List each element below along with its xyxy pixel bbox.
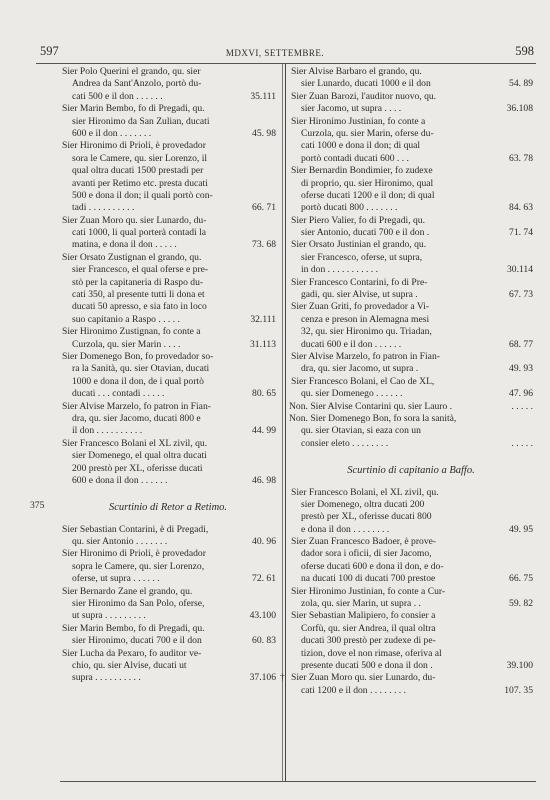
vote-count: 67. 73 bbox=[509, 289, 533, 301]
entry-line bbox=[60, 413, 276, 425]
entry-line bbox=[289, 487, 533, 499]
vote-count: 73. 68 bbox=[252, 239, 276, 251]
entry-text: avanti per Retimo etc. presta ducati bbox=[72, 177, 208, 189]
vote-count: 43.100 bbox=[249, 610, 276, 622]
entry-text: Sier Piero Valier, fo di Pregadi, qu. bbox=[291, 214, 425, 226]
entry-text: e dona il don . . . . . . . . bbox=[301, 523, 390, 535]
entry-line bbox=[289, 78, 533, 90]
vote-count: 39.100 bbox=[506, 659, 533, 671]
entry-line bbox=[60, 660, 276, 672]
entry-text: Sier Lucha da Pexaro, fo auditor ve- bbox=[62, 647, 202, 659]
entry-text: Sier Hironimo di Prioli, è provedador bbox=[62, 548, 206, 560]
entry-text: ducati 600 e il don . . . . . . bbox=[301, 338, 402, 350]
entry-text: cati 1000 e dona il don; di qual bbox=[301, 140, 421, 152]
entry-text: ducati . . . contadi . . . . . bbox=[72, 388, 165, 400]
entry-text: Sier Francesco Bolani, el Cao de XL, bbox=[291, 375, 435, 387]
entry-line bbox=[289, 66, 533, 78]
entry-line bbox=[60, 635, 276, 647]
entry-line bbox=[60, 128, 276, 140]
entry-text: tizion, dove el non rimase, oferiva al bbox=[301, 647, 442, 659]
entry-text: 1000 e dona il don, de i qual portò bbox=[72, 375, 204, 387]
entry-text: tadi . . . . . . . . . . bbox=[72, 202, 135, 214]
entry-line bbox=[289, 425, 533, 437]
vote-count: 63. 78 bbox=[509, 152, 533, 164]
entry-line bbox=[289, 190, 533, 202]
entry-line bbox=[289, 252, 533, 264]
entry-text: Sier Zuan Moro qu. sier Lunardo, du- bbox=[62, 214, 207, 226]
entry-text: Non. Sier Domenego Bon, fo sora la sanità, bbox=[289, 412, 457, 424]
entry-text: Sier Orsato Zustignan el grando, qu. bbox=[62, 251, 202, 263]
entry-line bbox=[60, 140, 276, 152]
entry-text: Sier Hironimo Justinian, fo conte a Cur- bbox=[291, 585, 446, 597]
entry-line bbox=[289, 623, 533, 635]
entry-line bbox=[60, 425, 276, 437]
vote-count: . . . . . bbox=[511, 400, 533, 412]
entry-line bbox=[60, 116, 276, 128]
entry-text: dador sora i oficii, di sier Jacomo, bbox=[301, 548, 432, 560]
entry-line bbox=[289, 536, 533, 548]
entry-text: sier Hironimo da San Polo, oferse, bbox=[72, 598, 205, 610]
vote-count: 66. 75 bbox=[509, 573, 533, 585]
entry-line bbox=[60, 190, 276, 202]
entry-line bbox=[60, 536, 276, 548]
entry-line bbox=[289, 314, 533, 326]
vote-count: 35.111 bbox=[250, 90, 276, 102]
left-entries-2 bbox=[60, 524, 276, 685]
entry-text: Sier Sebastian Contarini, è di Pregadi, bbox=[62, 523, 209, 535]
vote-count: 84. 63 bbox=[509, 202, 533, 214]
entry-line bbox=[60, 66, 276, 78]
entry-text: oferse ducati 1200 e il don; di qual bbox=[301, 189, 435, 201]
entry-text: Non. Sier Alvise Contarini qu. sier Lauro . bbox=[289, 400, 453, 412]
entry-text: Curzola, qu. sier Marin . . . . bbox=[72, 338, 181, 350]
footer-rule bbox=[60, 781, 536, 782]
entry-text: matina, e dona il don . . . . . bbox=[72, 239, 177, 251]
entry-text: sora le Camere, qu. sier Lorenzo, il bbox=[72, 152, 208, 164]
entry-line bbox=[289, 277, 533, 289]
entry-text: sier Jacomo, ut supra . . . . bbox=[301, 103, 402, 115]
entry-text: portò ducati 800 . . . . . . . bbox=[301, 202, 398, 214]
entry-line bbox=[60, 463, 276, 475]
entry-text: dra, qu. sier Jacomo, ut supra . bbox=[301, 363, 419, 375]
entry-text: Sier Bernardo Zane el grando, qu. bbox=[62, 585, 193, 597]
entry-text: Sier Sebastian Malipiero, fo consier a bbox=[291, 610, 436, 622]
entry-line bbox=[289, 239, 533, 251]
page-number-right: 598 bbox=[515, 44, 534, 58]
entry-line bbox=[289, 660, 533, 672]
entry-text: oferse ducati 600 e dona il don, e do- bbox=[301, 560, 444, 572]
entry-text: cati 1200 e il don . . . . . . . . bbox=[301, 684, 406, 696]
vote-count: 37.106 bbox=[249, 672, 276, 684]
entry-text: cati 1000, li qual porterà contadi la bbox=[72, 227, 206, 239]
entry-text: Sier Bernardin Bondimier, fo zudexe bbox=[291, 165, 433, 177]
vote-count: 40. 96 bbox=[252, 536, 276, 548]
entry-line bbox=[60, 202, 276, 214]
vote-count: 36.108 bbox=[506, 103, 533, 115]
vote-count: 59. 82 bbox=[509, 598, 533, 610]
entry-text: Andrea da Sant'Anzolo, portò du- bbox=[72, 78, 202, 90]
entry-text: sier Lunardo, ducati 1000 e il don bbox=[301, 78, 431, 90]
entry-line bbox=[289, 388, 533, 400]
entry-text: stò per la capitaneria di Raspo du- bbox=[72, 276, 204, 288]
entry-line bbox=[289, 116, 533, 128]
entry-text: Sier Marin Bembo, fo di Pregadi, qu. bbox=[62, 103, 205, 115]
entry-text: chio, qu. sier Alvise, ducati ut bbox=[72, 659, 187, 671]
entry-text: portò contadi ducati 600 . . . bbox=[301, 152, 409, 164]
vote-count: 80. 65 bbox=[252, 388, 276, 400]
entry-line bbox=[60, 91, 276, 103]
entry-line bbox=[289, 178, 533, 190]
entry-text: sopra le Camere, qu. sier Lorenzo, bbox=[72, 560, 205, 572]
entry-line bbox=[289, 524, 533, 536]
entry-line bbox=[289, 91, 533, 103]
entry-text: zola, qu. sier Marin, ut supra . . bbox=[301, 598, 421, 610]
entry-line bbox=[60, 215, 276, 227]
entry-text: gadi, qu. sier Alvise, ut supra . bbox=[301, 289, 418, 301]
entry-text: Sier Polo Querini el grando, qu. sier bbox=[62, 66, 201, 77]
vote-count: 60. 83 bbox=[252, 635, 276, 647]
entry-line bbox=[60, 672, 276, 684]
vote-count: 49. 95 bbox=[509, 523, 533, 535]
entry-line bbox=[60, 239, 276, 251]
vote-count: 47. 96 bbox=[509, 388, 533, 400]
left-entries bbox=[60, 66, 276, 487]
entry-line bbox=[60, 227, 276, 239]
entry-text: consier eleto . . . . . . . . bbox=[301, 437, 389, 449]
entry-line bbox=[60, 351, 276, 363]
entry-line bbox=[289, 413, 533, 425]
entry-text: Sier Orsato Justinian el grando, qu. bbox=[291, 239, 427, 251]
entry-line bbox=[60, 561, 276, 573]
vote-count: 45. 98 bbox=[252, 127, 276, 139]
entry-text: suo capitanio a Raspo . . . . . bbox=[72, 313, 180, 325]
entry-line bbox=[60, 289, 276, 301]
right-column bbox=[280, 66, 533, 697]
entry-line bbox=[289, 635, 533, 647]
entry-line bbox=[60, 524, 276, 536]
entry-line bbox=[289, 153, 533, 165]
entry-text: Curzola, qu. sier Marin, oferse du- bbox=[301, 127, 434, 139]
entry-text: na ducati 100 di ducati 700 prestoe bbox=[301, 573, 436, 585]
entry-line bbox=[60, 301, 276, 313]
running-title: MDXVI, SETTEMBRE. bbox=[225, 48, 325, 58]
vote-count: . . . . . bbox=[511, 437, 533, 449]
entry-line bbox=[60, 376, 276, 388]
entry-line bbox=[60, 598, 276, 610]
entry-line bbox=[289, 264, 533, 276]
entry-text: Sier Zuan Barozi, l'auditor nuovo, qu. bbox=[291, 90, 437, 102]
vote-count: 44. 99 bbox=[252, 425, 276, 437]
entry-line bbox=[280, 672, 533, 684]
entry-text: qu. sier Otavian, si eaza con un bbox=[301, 425, 421, 437]
entry-text: Sier Hironimo Justinian, fo conte a bbox=[291, 115, 426, 127]
entry-text: il don . . . . . . . . . . bbox=[72, 425, 143, 437]
entry-text: ducati 300 prestò per zudexe di pe- bbox=[301, 635, 436, 647]
entry-line bbox=[289, 128, 533, 140]
vote-count: 107. 35 bbox=[504, 684, 533, 696]
entry-text: sier Antonio, ducati 700 e il don . bbox=[301, 227, 430, 239]
entry-line bbox=[60, 573, 276, 585]
entry-text: sier Hironimo da San Zulian, ducati bbox=[72, 115, 210, 127]
left-section-title: Scurtinio di Retor a Retimo. bbox=[108, 501, 228, 513]
entry-text: Sier Hironimo Zustignan, fo conte a bbox=[62, 326, 201, 338]
entry-text: Sier Hironimo di Prioli, è provedador bbox=[62, 140, 206, 152]
column-divider-right bbox=[285, 64, 286, 782]
vote-count: 31.113 bbox=[249, 338, 276, 350]
entry-text: Corfù, qu. sier Andrea, il qual oltra bbox=[301, 622, 436, 634]
entry-text: sier Domenego, oltra ducati 200 bbox=[301, 498, 425, 510]
entry-line bbox=[60, 326, 276, 338]
entry-text: Sier Zuan Francesco Badoer, è prove- bbox=[291, 536, 437, 548]
entry-line bbox=[289, 438, 533, 450]
entry-line bbox=[60, 401, 276, 413]
entry-line bbox=[60, 103, 276, 115]
entry-line bbox=[60, 252, 276, 264]
vote-count: 66. 71 bbox=[252, 202, 276, 214]
entry-text: ra la Sanità, qu. sier Otavian, ducati bbox=[72, 363, 210, 375]
entry-text: sier Francesco, el qual oferse e pre- bbox=[72, 264, 209, 276]
entry-line bbox=[289, 301, 533, 313]
entry-line bbox=[289, 598, 533, 610]
dagger-mark: † bbox=[280, 672, 285, 684]
entry-line bbox=[60, 78, 276, 90]
entry-line bbox=[289, 376, 533, 388]
entry-line bbox=[60, 388, 276, 400]
entry-text: cati 500 e il don . . . . . . bbox=[72, 90, 163, 102]
entry-line bbox=[289, 363, 533, 375]
entry-text: ducati 50 apresso, e sia fato in loco bbox=[72, 301, 207, 313]
page-number-left: 597 bbox=[40, 44, 59, 58]
header-rule bbox=[36, 63, 536, 64]
entry-text: 600 e dona il don . . . . . . bbox=[72, 474, 168, 486]
entry-text: di proprio, qu. sier Hironimo, qual bbox=[301, 177, 434, 189]
entry-text: supra . . . . . . . . . . bbox=[72, 672, 141, 684]
entry-text: 600 e il don . . . . . . . bbox=[72, 127, 152, 139]
entry-line bbox=[289, 351, 533, 363]
vote-count: 30.114 bbox=[506, 264, 533, 276]
entry-line bbox=[289, 401, 533, 413]
entry-line bbox=[289, 140, 533, 152]
entry-text: sier Domenego, el qual oltra ducati bbox=[72, 450, 207, 462]
entry-line bbox=[60, 610, 276, 622]
right-entries bbox=[289, 66, 533, 450]
vote-count: 32.111 bbox=[250, 313, 276, 325]
entry-line bbox=[60, 450, 276, 462]
entry-text: 500 e dona il don; il quali portò con- bbox=[72, 189, 213, 201]
entry-text: Sier Marin Bembo, fo di Pregadi, qu. bbox=[62, 622, 205, 634]
entry-line bbox=[60, 438, 276, 450]
entry-line bbox=[289, 685, 533, 697]
entry-line bbox=[289, 227, 533, 239]
entry-text: Sier Zuan Griti, fo provedador a Vi- bbox=[291, 301, 430, 313]
entry-line bbox=[289, 586, 533, 598]
entry-line bbox=[60, 339, 276, 351]
entry-line bbox=[60, 623, 276, 635]
vote-count: 71. 74 bbox=[509, 227, 533, 239]
entry-text: qual oltra ducati 1500 prestadi per bbox=[72, 165, 204, 177]
entry-line bbox=[60, 264, 276, 276]
entry-text: cati 350, al presente tutti li dona et bbox=[72, 289, 205, 301]
entry-line bbox=[60, 153, 276, 165]
vote-count: 49. 93 bbox=[509, 363, 533, 375]
entry-text: 32, qu. sier Hironimo qu. Triadan, bbox=[301, 326, 432, 338]
entry-line bbox=[289, 326, 533, 338]
entry-line bbox=[289, 499, 533, 511]
entry-line bbox=[60, 648, 276, 660]
entry-text: 200 prestò per XL, oferisse ducati bbox=[72, 462, 203, 474]
entry-line bbox=[60, 475, 276, 487]
entry-text: Sier Alvise Marzelo, fo patron in Fian- bbox=[62, 400, 211, 412]
entry-text: dra, qu. sier Jacomo, ducati 800 e bbox=[72, 412, 201, 424]
entry-text: qu. sier Antonio . . . . . . . bbox=[72, 536, 168, 548]
entry-line bbox=[289, 573, 533, 585]
entry-text: oferse, ut supra . . . . . . bbox=[72, 573, 160, 585]
vote-count: 46. 98 bbox=[252, 474, 276, 486]
right-entries-2 bbox=[280, 486, 533, 698]
entry-text: presente ducati 500 e dona il don . bbox=[301, 659, 433, 671]
entry-text: Sier Francesco Contarini, fo di Pre- bbox=[291, 276, 428, 288]
entry-line bbox=[60, 363, 276, 375]
entry-line bbox=[60, 314, 276, 326]
entry-line bbox=[289, 548, 533, 560]
entry-line bbox=[289, 103, 533, 115]
entry-line bbox=[289, 339, 533, 351]
entry-text: Sier Domenego Bon, fo provedador so- bbox=[62, 350, 214, 362]
vote-count: 72. 61 bbox=[252, 573, 276, 585]
right-section-title: Scurtinio di capitanio a Baffo. bbox=[347, 464, 475, 476]
entry-line bbox=[60, 178, 276, 190]
entry-text: cenza e preson in Alemagna mesi bbox=[301, 313, 430, 325]
entry-line bbox=[60, 548, 276, 560]
entry-text: qu. sier Domenego . . . . . . bbox=[301, 388, 403, 400]
vote-count: 68. 77 bbox=[509, 338, 533, 350]
entry-line bbox=[289, 215, 533, 227]
left-column bbox=[60, 66, 276, 685]
entry-text: Sier Francesco Bolani, el XL zivil, qu. bbox=[291, 486, 439, 498]
entry-text: in don . . . . . . . . . . . bbox=[301, 264, 379, 276]
entry-line bbox=[289, 648, 533, 660]
entry-line bbox=[289, 289, 533, 301]
entry-text: sier Hironimo, ducati 700 e il don bbox=[72, 635, 202, 647]
entry-line bbox=[60, 277, 276, 289]
entry-text: Sier Zuan Moro qu. sier Lunardo, du- bbox=[291, 672, 436, 684]
entry-text: sier Francesco, oferse, ut supra, bbox=[301, 251, 423, 263]
entry-line bbox=[289, 561, 533, 573]
vote-count: 54. 89 bbox=[509, 78, 533, 90]
entry-line bbox=[289, 165, 533, 177]
entry-text: prestò per XL, oferisse ducati 800 bbox=[301, 511, 432, 523]
section-margin-number: 375 bbox=[30, 500, 45, 511]
entry-line bbox=[289, 511, 533, 523]
entry-text: Sier Francesco Bolani el XL zivil, qu. bbox=[62, 437, 208, 449]
entry-text: Sier Alvise Barbaro el grando, qu. bbox=[291, 66, 422, 77]
entry-line bbox=[60, 586, 276, 598]
entry-line bbox=[289, 610, 533, 622]
entry-text: Sier Alvise Marzelo, fo patron in Fian- bbox=[291, 350, 440, 362]
entry-line bbox=[289, 202, 533, 214]
entry-line bbox=[60, 165, 276, 177]
entry-text: ut supra . . . . . . . . . bbox=[72, 610, 146, 622]
